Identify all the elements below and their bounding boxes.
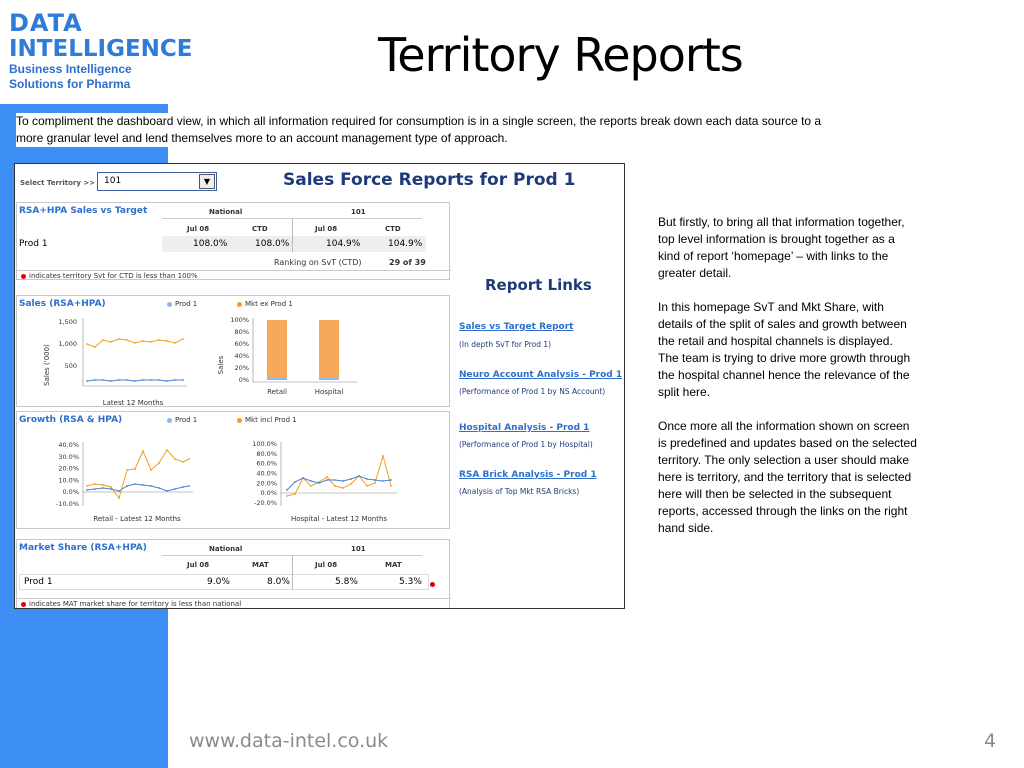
- growth-right-prod-line-point: [366, 478, 368, 480]
- svt-group-territory: 101: [351, 208, 366, 216]
- share-group-national: National: [209, 545, 243, 553]
- sales-mkt-line-point: [182, 338, 184, 340]
- growth-left-mkt-line: [87, 450, 189, 498]
- axis-tick-label: 80.0%: [256, 449, 277, 458]
- growth-left-prod-line-point: [166, 490, 168, 492]
- svt-col-sep: [292, 218, 293, 252]
- sales-mkt-line-point: [110, 341, 112, 343]
- growth-right-mkt-line: [287, 456, 391, 496]
- sales-mkt-line-point: [150, 341, 152, 343]
- share-panel: [16, 539, 450, 609]
- growth-left-mkt-line-point: [158, 462, 160, 464]
- growth-charts: [17, 426, 451, 530]
- growth-right-mkt-line-point: [390, 485, 392, 487]
- axis-tick-label: 1,000: [58, 340, 77, 348]
- axis-tick-label: 30.0%: [58, 452, 79, 461]
- growth-legend-prod-label: Prod 1: [175, 416, 198, 424]
- sales-mkt-line-point: [158, 339, 160, 341]
- share-note-divider: [17, 598, 451, 599]
- sales-line-axis: [58, 318, 187, 386]
- growth-right-axis: [252, 440, 397, 507]
- share-title: Market Share (RSA+HPA): [19, 543, 147, 553]
- growth-right-prod-line-point: [390, 479, 392, 481]
- axis-tick-label: 500: [64, 362, 77, 370]
- select-territory-label: Select Territory >>: [20, 179, 96, 187]
- svt-col-1: Jul 08: [187, 225, 210, 233]
- dashboard-title: Sales Force Reports for Prod 1: [283, 170, 576, 190]
- footer-url[interactable]: www.data-intel.co.uk: [189, 730, 389, 752]
- logo-line-2: INTELLIGENCE: [9, 36, 193, 62]
- legend-dot-icon: [167, 302, 172, 307]
- growth-legend-mkt-label: Mkt incl Prod 1: [245, 416, 297, 424]
- axis-tick-label: 40.0%: [256, 469, 277, 478]
- legend-dot-icon: [237, 418, 242, 423]
- svt-title: RSA+HPA Sales vs Target: [19, 206, 148, 216]
- growth-left-prod-line-point: [150, 485, 152, 487]
- growth-right-prod-line-point: [350, 478, 352, 480]
- growth-left-prod-line-point: [94, 488, 96, 490]
- growth-left-prod-line-point: [86, 489, 88, 491]
- share-note: [21, 600, 241, 608]
- growth-left-prod-line-point: [142, 484, 144, 486]
- sales-prod-line-point: [142, 379, 144, 381]
- svt-note-divider: [17, 270, 451, 271]
- growth-left-x-label: Retail - Latest 12 Months: [93, 515, 181, 523]
- growth-left-mkt-line-point: [150, 469, 152, 471]
- sales-legend-prod: [167, 300, 197, 308]
- sales-x-label: Latest 12 Months: [102, 399, 164, 407]
- axis-tick-label: 10.0%: [58, 476, 79, 485]
- growth-left-mkt-line-point: [166, 449, 168, 451]
- sales-y-label: Sales ('000): [43, 344, 51, 386]
- share-value-2: 8.0%: [267, 577, 290, 587]
- link-hospital-analysis-desc: (Performance of Prod 1 by Hospital): [459, 440, 593, 449]
- growth-left-mkt-line-point: [102, 484, 104, 486]
- sales-legend-mkt-label: Mkt ex Prod 1: [245, 300, 293, 308]
- legend-dot-icon: [237, 302, 242, 307]
- growth-legend-mkt: [237, 416, 297, 424]
- axis-tick-label: 80%: [234, 328, 249, 336]
- svt-note-text: indicates territory Svt for CTD is less than 100%: [29, 272, 198, 280]
- share-col-4: MAT: [385, 561, 402, 569]
- svt-value-2: 108.0%: [255, 239, 290, 249]
- growth-right-mkt-line-point: [310, 485, 312, 487]
- growth-right-prod-line-point: [326, 479, 328, 481]
- svt-value-4: 104.9%: [388, 239, 423, 249]
- share-value-3: 5.8%: [335, 577, 358, 587]
- sales-prod-line-point: [94, 379, 96, 381]
- bar-category-label: Hospital: [314, 388, 344, 396]
- axis-tick-label: 100.0%: [252, 440, 277, 448]
- share-value-1: 9.0%: [207, 577, 230, 587]
- sales-prod-line-point: [174, 379, 176, 381]
- red-flag-icon: [21, 274, 26, 279]
- report-links-title: Report Links: [485, 276, 592, 294]
- growth-left-prod-line-point: [188, 485, 190, 487]
- sales-bars: [267, 320, 343, 396]
- growth-right-prod-line-point: [310, 480, 312, 482]
- svt-col-4: CTD: [385, 225, 401, 233]
- share-col-sep: [292, 555, 293, 590]
- commentary-para-4: Once more all the information shown on screen is predefined and updates based on the selected territory. The only selection a user should make here is territory, and the territory that is selected here will then be selected in the subsequent reports, accessed through the links on the right hand side.: [658, 419, 917, 535]
- growth-left-prod-line-point: [158, 487, 160, 489]
- svt-group-national: National: [209, 208, 243, 216]
- growth-right-x-label: Hospital - Latest 12 Months: [290, 515, 388, 523]
- share-value-4: 5.3%: [399, 577, 422, 587]
- growth-right-mkt-line-point: [374, 482, 376, 484]
- growth-left-mkt-line-point: [188, 458, 190, 460]
- growth-right-prod-line-point: [382, 480, 384, 482]
- growth-legend-prod: [167, 416, 197, 424]
- sales-mkt-line-point: [102, 339, 104, 341]
- axis-tick-label: 20%: [234, 364, 249, 372]
- growth-left-mkt-line-point: [134, 468, 136, 470]
- growth-right-mkt-line-point: [294, 493, 296, 495]
- growth-left-mkt-line-point: [142, 450, 144, 452]
- share-col-1: Jul 08: [187, 561, 210, 569]
- axis-tick-label: 20.0%: [58, 464, 79, 473]
- sales-prod-line-point: [150, 379, 152, 381]
- growth-right-prod-line-point: [342, 480, 344, 482]
- growth-right-prod-line-point: [334, 479, 336, 481]
- link-sales-vs-target[interactable]: Sales vs Target Report: [459, 322, 574, 332]
- link-neuro-account-analysis-desc: (Performance of Prod 1 by NS Account): [459, 387, 606, 396]
- link-rsa-brick-analysis[interactable]: RSA Brick Analysis - Prod 1: [459, 470, 597, 480]
- axis-tick-label: 0.0%: [260, 489, 277, 498]
- dashboard-panel: [14, 163, 625, 609]
- axis-tick-label: 1,500: [58, 318, 77, 326]
- commentary-text: [658, 214, 920, 537]
- svt-note: [21, 272, 198, 280]
- sales-panel: [16, 295, 450, 407]
- svt-row-label: Prod 1: [19, 239, 48, 249]
- logo-tagline-2: Solutions for Pharma: [9, 77, 131, 91]
- growth-title: Growth (RSA & HPA): [19, 415, 123, 425]
- growth-left-mkt-line-point: [94, 483, 96, 485]
- svt-col-2: CTD: [252, 225, 268, 233]
- sales-prod-line-point: [102, 379, 104, 381]
- sales-prod-line-point: [182, 379, 184, 381]
- sales-prod-line-point: [110, 380, 112, 382]
- sales-bar-y-label: Sales: [217, 355, 225, 375]
- company-logo: [9, 9, 193, 92]
- growth-right-prod-line-point: [358, 475, 360, 477]
- growth-right-prod-line-point: [318, 482, 320, 484]
- growth-left-series: [86, 449, 190, 499]
- bar-hospital-prod: [319, 378, 339, 380]
- logo-tagline-1: Business Intelligence: [9, 62, 132, 76]
- bar-retail-prod: [267, 378, 287, 380]
- growth-left-prod-line-point: [126, 485, 128, 487]
- slide-title: Territory Reports: [378, 28, 743, 82]
- svt-value-1: 108.0%: [193, 239, 228, 249]
- link-sales-vs-target-desc: (In depth SvT for Prod 1): [459, 340, 552, 349]
- growth-right-mkt-line-point: [342, 487, 344, 489]
- share-col-2: MAT: [252, 561, 269, 569]
- growth-right-prod-line-point: [286, 489, 288, 491]
- growth-left-mkt-line-point: [174, 458, 176, 460]
- axis-tick-label: 60%: [234, 340, 249, 348]
- growth-right-prod-line-point: [294, 481, 296, 483]
- ranking-label: Ranking on SvT (CTD): [274, 258, 362, 267]
- bar-retail: [267, 320, 287, 380]
- axis-tick-label: 0.0%: [62, 488, 79, 497]
- sales-charts: [17, 310, 451, 408]
- ranking-value: 29 of 39: [389, 258, 426, 267]
- territory-select-value: 101: [104, 176, 122, 186]
- growth-left-prod-line-point: [118, 490, 120, 492]
- growth-left-mkt-line-point: [182, 461, 184, 463]
- sales-prod-line-point: [134, 380, 136, 382]
- link-neuro-account-analysis[interactable]: Neuro Account Analysis - Prod 1: [459, 370, 623, 380]
- share-row-label: Prod 1: [24, 577, 53, 587]
- growth-left-mkt-line-point: [86, 485, 88, 487]
- growth-left-prod-line-point: [102, 487, 104, 489]
- growth-right-prod-line-point: [302, 477, 304, 479]
- sales-legend-prod-label: Prod 1: [175, 300, 198, 308]
- axis-tick-label: 20.0%: [256, 479, 277, 488]
- sales-prod-line-point: [166, 380, 168, 382]
- svt-value-3: 104.9%: [326, 239, 361, 249]
- growth-left-mkt-line-point: [110, 486, 112, 488]
- axis-tick-label: 60.0%: [256, 459, 277, 468]
- sales-prod-line-point: [86, 380, 88, 382]
- sales-mkt-line-point: [134, 342, 136, 344]
- axis-tick-label: 40%: [234, 352, 249, 360]
- share-note-text: indicates MAT market share for territory is less than national: [29, 600, 242, 608]
- growth-right-mkt-line-point: [334, 485, 336, 487]
- commentary-para-3: The team is trying to drive more growth through the hospital channel hence the relevance of the split here.: [658, 351, 911, 399]
- growth-left-prod-line-point: [134, 483, 136, 485]
- sales-legend-mkt: [237, 300, 293, 308]
- svt-panel: [16, 202, 450, 280]
- sales-prod-line-point: [118, 379, 120, 381]
- sales-prod-line-point: [126, 379, 128, 381]
- territory-select[interactable]: [97, 172, 217, 191]
- bar-hospital: [319, 320, 339, 380]
- axis-tick-label: -10.0%: [56, 500, 79, 508]
- growth-right-mkt-line-point: [350, 483, 352, 485]
- sales-mkt-line-point: [94, 346, 96, 348]
- commentary-para-1: But firstly, to bring all that information together, top level information is brought together as a kind of report ‘homepage’ – with links to the greater detail.: [658, 215, 905, 280]
- sales-prod-line-point: [158, 379, 160, 381]
- growth-right-mkt-line-point: [382, 455, 384, 457]
- sales-mkt-line-point: [126, 339, 128, 341]
- page-number: 4: [984, 730, 997, 752]
- intro-text: To compliment the dashboard view, in which all information required for consumption is in a single screen, the reports break down each data source to a more granular level and lend themselves more to an account management type of approach.: [16, 113, 846, 147]
- axis-tick-label: 0%: [238, 376, 249, 384]
- sales-mkt-line-point: [174, 342, 176, 344]
- share-flag-icon: [430, 582, 435, 587]
- sales-mkt-line-point: [86, 343, 88, 345]
- share-col-3: Jul 08: [315, 561, 338, 569]
- growth-right-prod-line-point: [374, 479, 376, 481]
- growth-left-mkt-line-point: [126, 469, 128, 471]
- growth-left-prod-line-point: [110, 488, 112, 490]
- axis-tick-label: -20.0%: [254, 499, 277, 507]
- growth-panel: [16, 411, 450, 529]
- growth-left-axis: [56, 441, 193, 508]
- growth-left-prod-line-point: [182, 486, 184, 488]
- axis-tick-label: 100%: [230, 316, 249, 324]
- growth-right-mkt-line-point: [286, 495, 288, 497]
- growth-left-prod-line-point: [174, 488, 176, 490]
- commentary-para-2: In this homepage SvT and Mkt Share, with details of the split of sales and growth between the retail and hospital channels is displayed.: [658, 300, 907, 348]
- sales-mkt-line-point: [166, 340, 168, 342]
- legend-dot-icon: [167, 418, 172, 423]
- sales-mkt-line-point: [118, 338, 120, 340]
- share-group-territory: 101: [351, 545, 366, 553]
- bar-category-label: Retail: [267, 388, 287, 396]
- svt-col-3: Jul 08: [315, 225, 338, 233]
- link-hospital-analysis[interactable]: Hospital Analysis - Prod 1: [459, 423, 590, 433]
- sales-mkt-line-point: [142, 340, 144, 342]
- axis-tick-label: 40.0%: [58, 441, 79, 449]
- growth-right-mkt-line-point: [326, 476, 328, 478]
- growth-right-series: [286, 455, 392, 497]
- dropdown-arrow-icon[interactable]: ▼: [199, 174, 215, 189]
- red-flag-icon: [21, 602, 26, 607]
- growth-right-mkt-line-point: [366, 485, 368, 487]
- sales-line-series: [86, 338, 184, 382]
- growth-left-mkt-line-point: [118, 497, 120, 499]
- sales-title: Sales (RSA+HPA): [19, 299, 106, 309]
- logo-line-1: DATA: [9, 9, 83, 37]
- link-rsa-brick-analysis-desc: (Analysis of Top Mkt RSA Bricks): [459, 487, 580, 496]
